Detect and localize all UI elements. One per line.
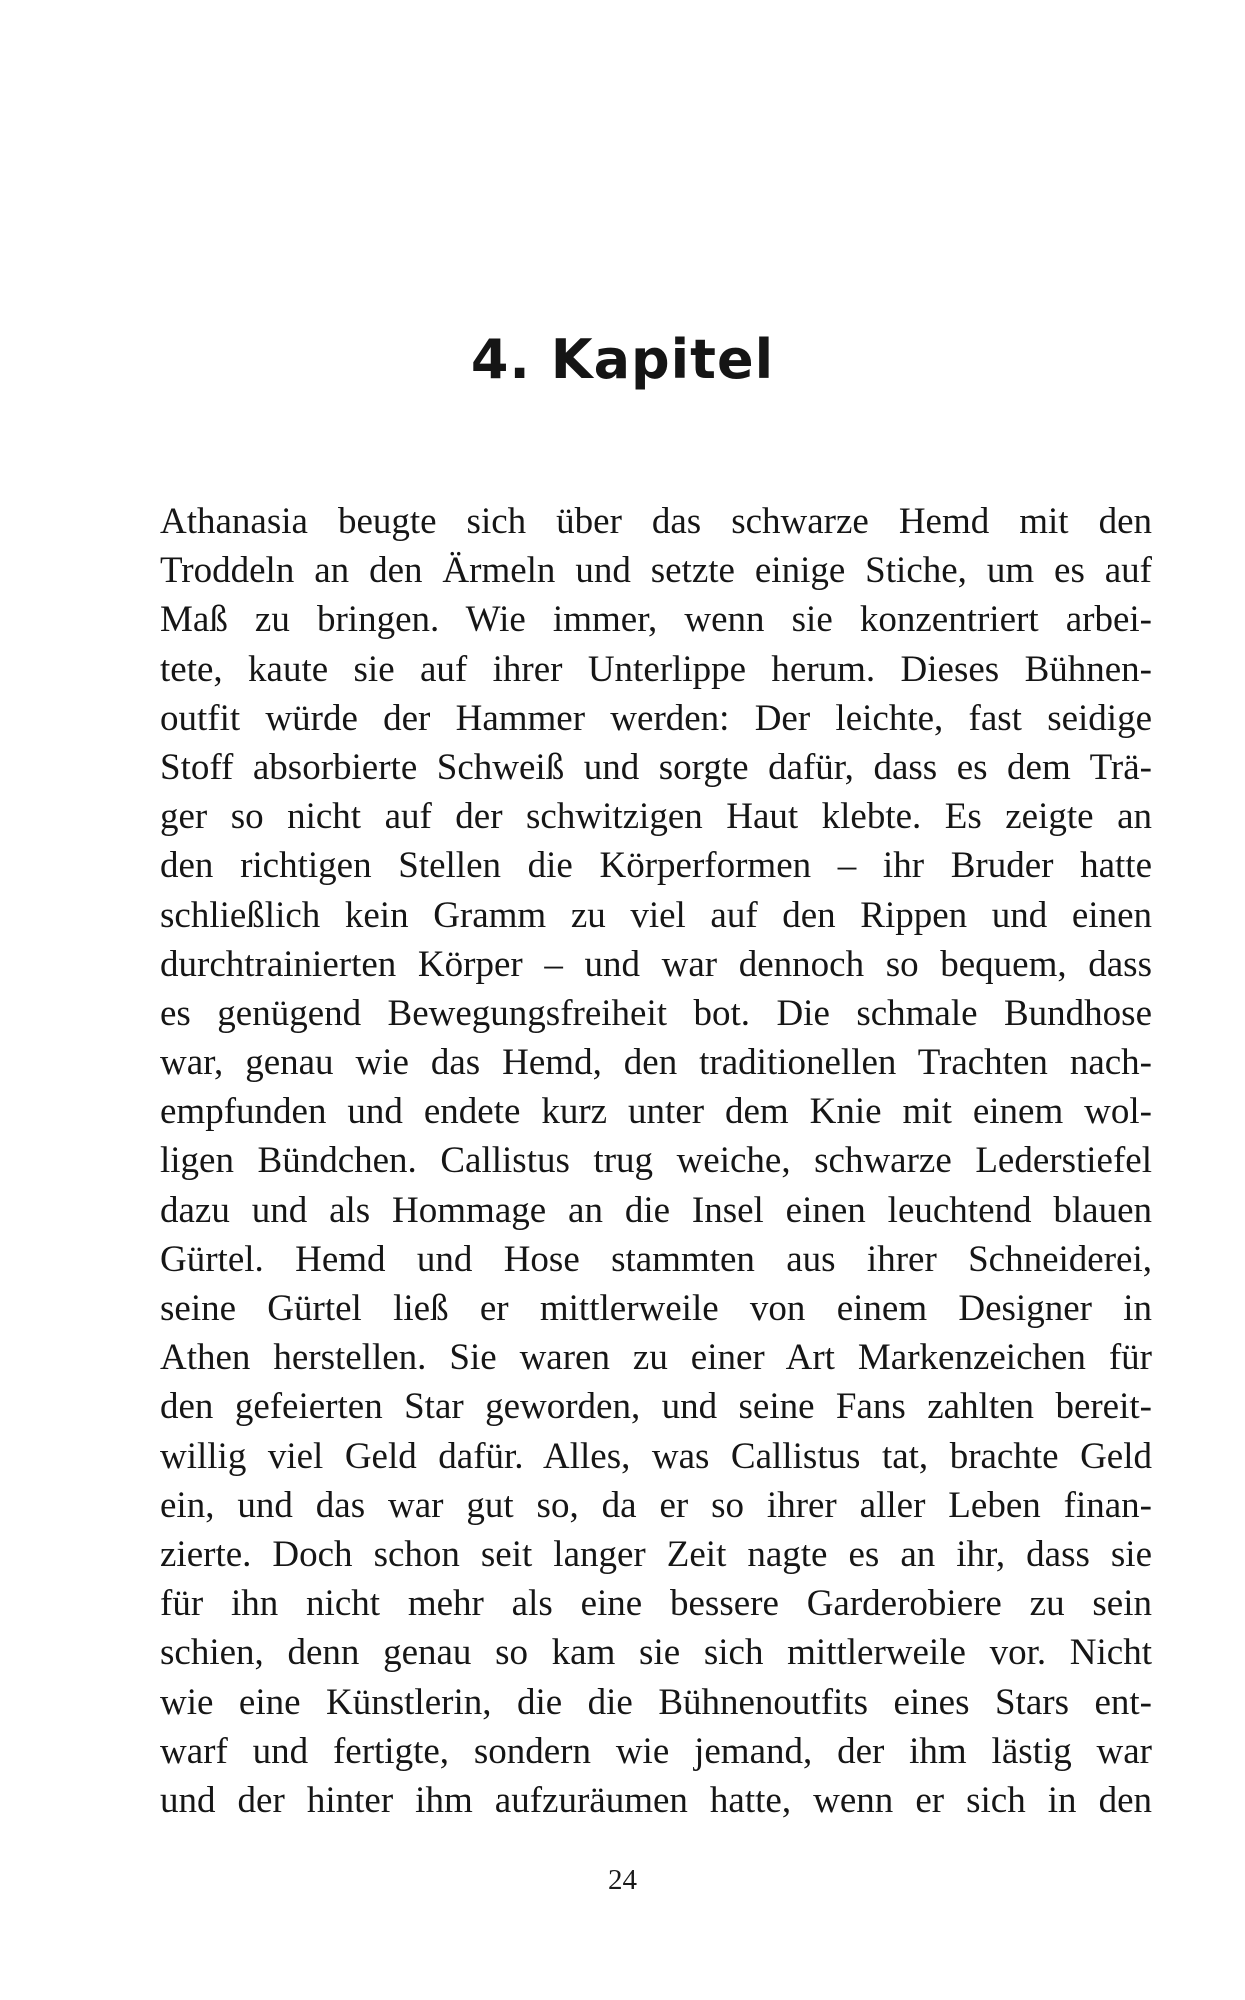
text-line: schien, denn genau so kam sie sich mittlerweile vor. Nicht <box>160 1632 1152 1674</box>
body-text <box>160 497 1152 1825</box>
text-line: Stoff absorbierte Schweiß und sorgte dafür, dass es dem Trä- <box>160 746 1152 788</box>
text-line: dazu und als Hommage an die Insel einen leuchtend blauen <box>160 1189 1152 1231</box>
text-line: es genügend Bewegungsfreiheit bot. Die schmale Bundhose <box>160 992 1152 1034</box>
text-line: und der hinter ihm aufzuräumen hatte, wenn er sich in den <box>160 1779 1152 1821</box>
text-line: den richtigen Stellen die Körperformen – ihr Bruder hatte <box>160 845 1152 887</box>
text-line: zierte. Doch schon seit langer Zeit nagte es an ihr, dass sie <box>160 1533 1152 1575</box>
text-line: durchtrainierten Körper – und war dennoch so bequem, dass <box>160 943 1152 985</box>
page-number: 24 <box>608 1864 637 1896</box>
text-line: empfunden und endete kurz unter dem Knie mit einem wol- <box>160 1091 1152 1133</box>
text-line: Athanasia beugte sich über das schwarze Hemd mit den <box>160 501 1152 542</box>
text-line: Maß zu bringen. Wie immer, wenn sie konzentriert arbei- <box>160 599 1152 641</box>
text-line: willig viel Geld dafür. Alles, was Callistus tat, brachte Geld <box>160 1435 1152 1477</box>
text-line: wie eine Künstlerin, die die Bühnenoutfits eines Stars ent- <box>160 1681 1152 1723</box>
text-line: ein, und das war gut so, da er so ihrer aller Leben finan- <box>160 1484 1152 1526</box>
text-line: war, genau wie das Hemd, den traditionellen Trachten nach- <box>160 1042 1152 1084</box>
text-line: Gürtel. Hemd und Hose stammten aus ihrer Schneiderei, <box>160 1238 1152 1280</box>
text-line: Troddeln an den Ärmeln und setzte einige Stiche, um es auf <box>160 550 1152 592</box>
text-line: schließlich kein Gramm zu viel auf den Rippen und einen <box>160 894 1152 936</box>
text-line: ligen Bündchen. Callistus trug weiche, schwarze Lederstiefel <box>160 1140 1152 1182</box>
chapter-title: 4. Kapitel <box>470 328 775 391</box>
text-line: den gefeierten Star geworden, und seine Fans zahlten bereit- <box>160 1386 1152 1428</box>
text-line: ger so nicht auf der schwitzigen Haut klebte. Es zeigte an <box>160 796 1152 838</box>
text-line: seine Gürtel ließ er mittlerweile von einem Designer in <box>160 1288 1152 1329</box>
text-line: tete, kaute sie auf ihrer Unterlippe herum. Dieses Bühnen- <box>160 648 1152 690</box>
text-line: outfit würde der Hammer werden: Der leichte, fast seidige <box>160 697 1152 739</box>
text-line: für ihn nicht mehr als eine bessere Garderobiere zu sein <box>160 1583 1152 1625</box>
text-line: warf und fertigte, sondern wie jemand, der ihm lästig war <box>160 1730 1152 1772</box>
text-line: Athen herstellen. Sie waren zu einer Art Markenzeichen für <box>160 1337 1152 1379</box>
